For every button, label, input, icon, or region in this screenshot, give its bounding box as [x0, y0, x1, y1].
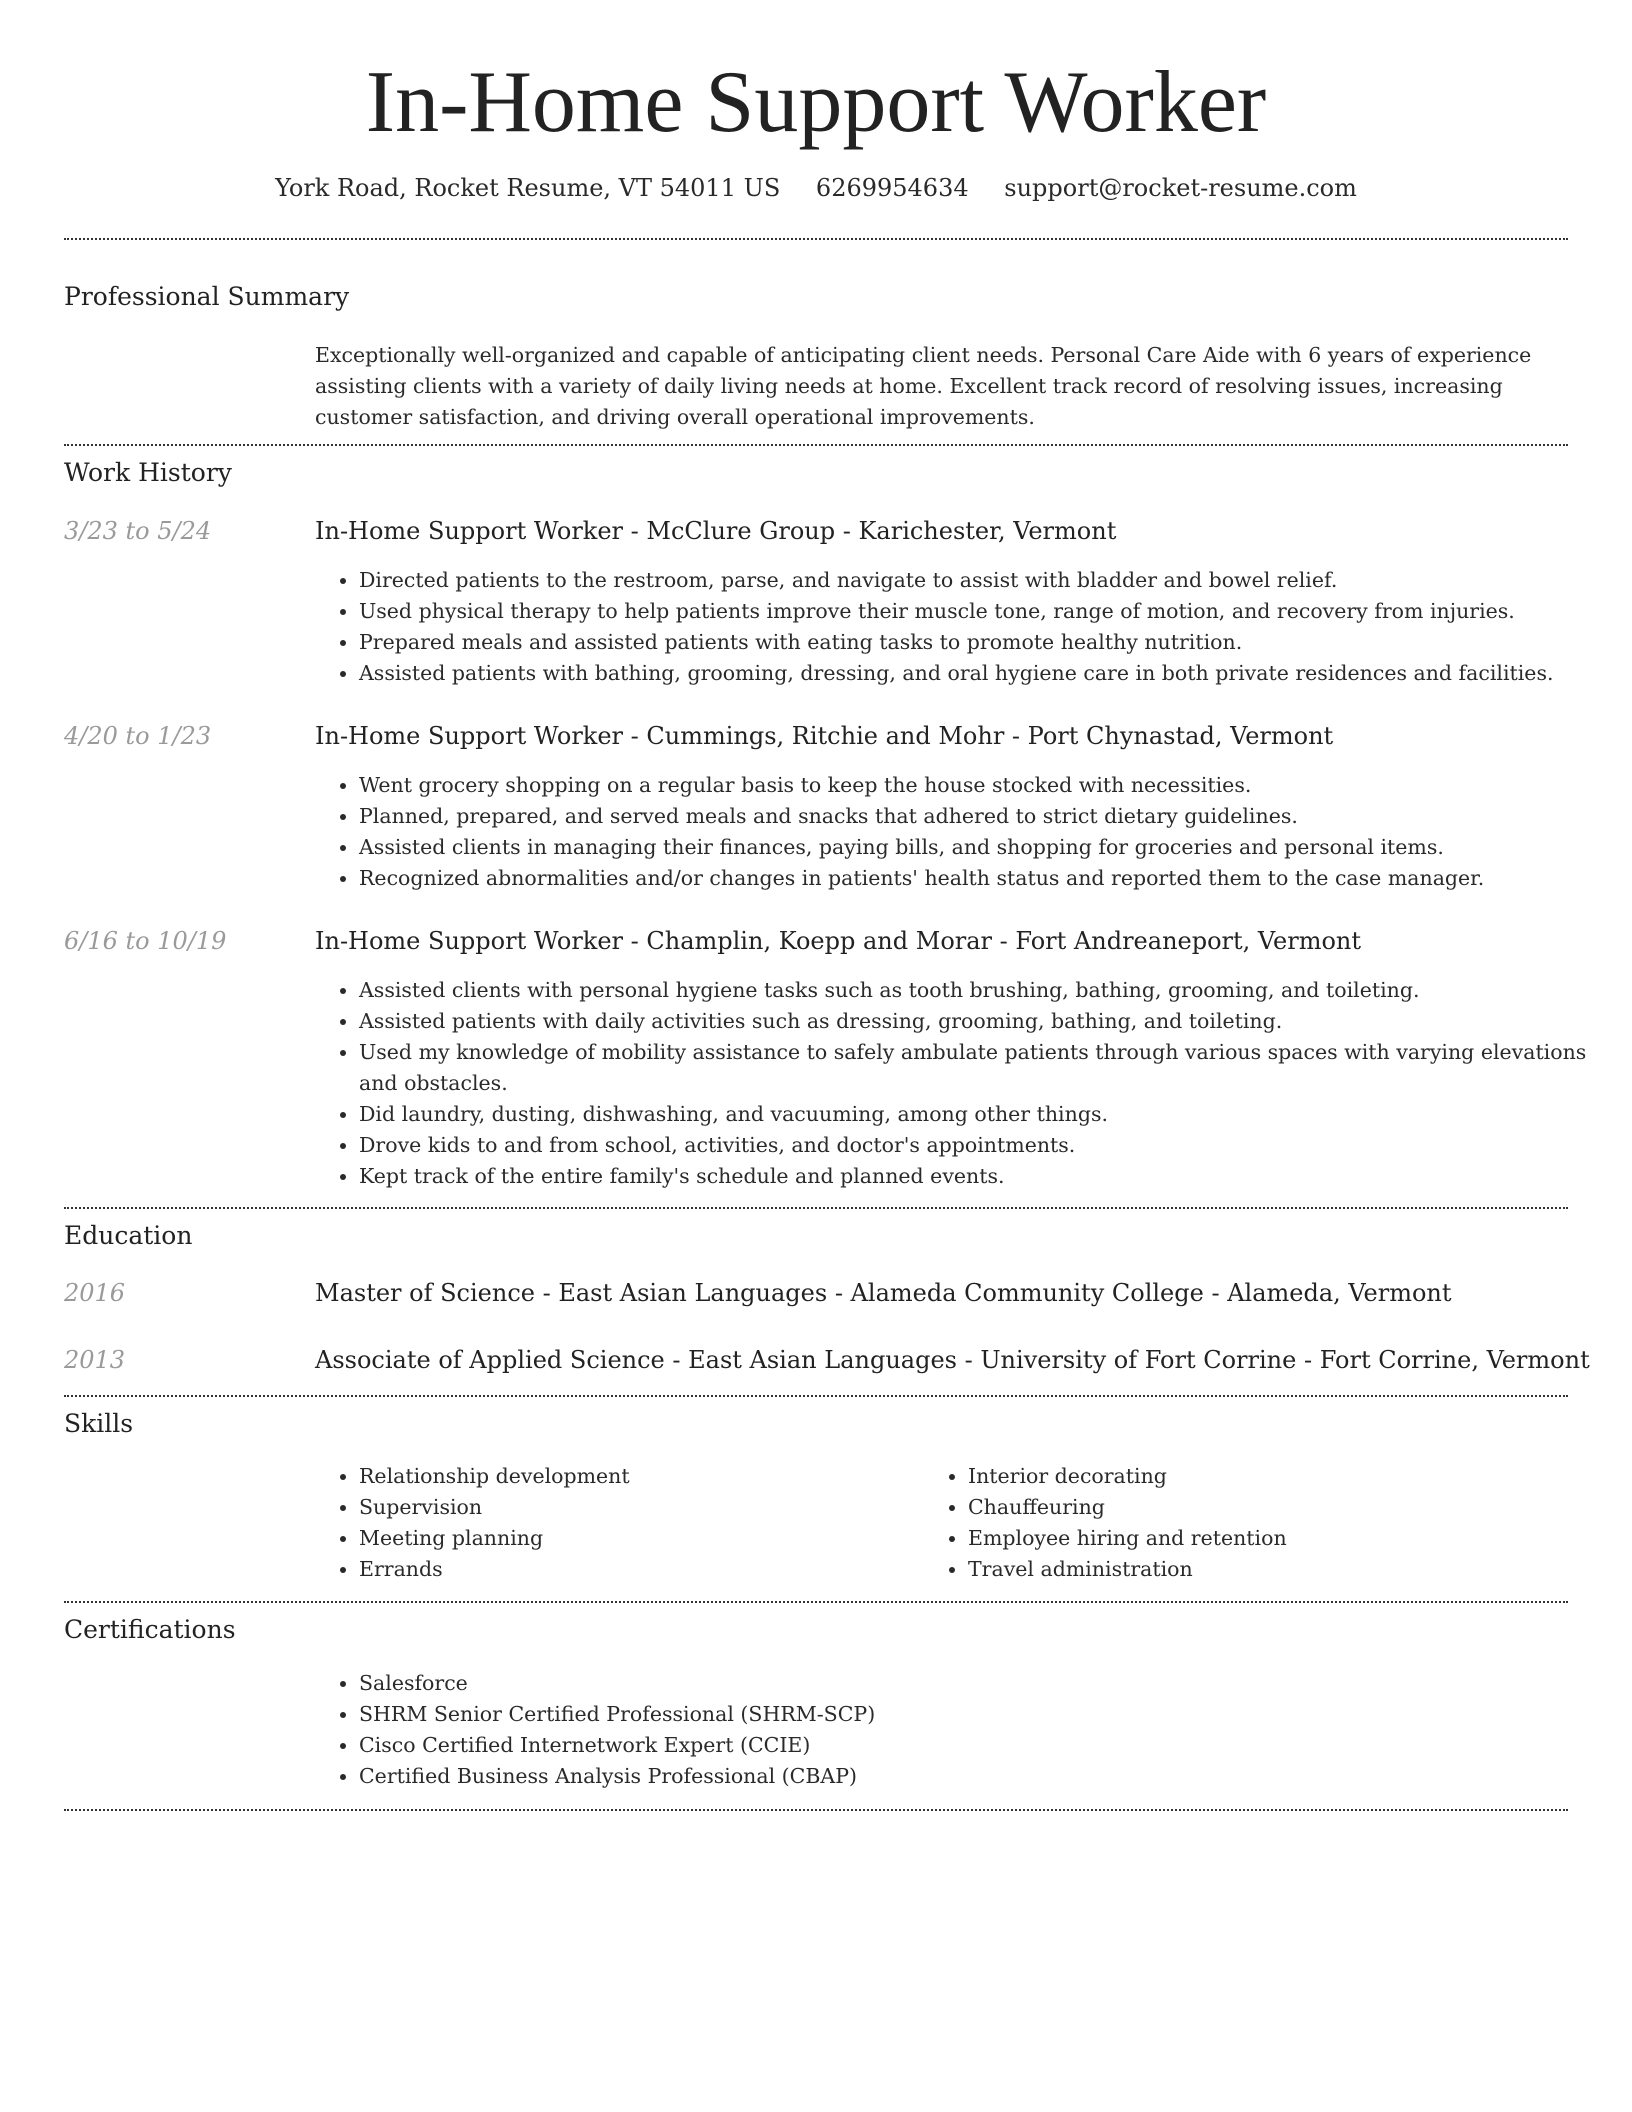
- contact-line: [0, 170, 1632, 206]
- section-divider: [64, 238, 1568, 240]
- list-item: • Meeting planning: [359, 1523, 929, 1554]
- list-item: • Went grocery shopping on a regular basis to keep the house stocked with necessities.: [359, 770, 1619, 801]
- job-heading: In-Home Support Worker - Champlin, Koepp and Morar - Fort Andreaneport, Vermont: [315, 927, 1362, 955]
- list-item: • Supervision: [359, 1492, 929, 1523]
- list-item: • Interior decorating: [968, 1461, 1538, 1492]
- skills-heading: Skills: [64, 1409, 134, 1438]
- list-item: • Recognized abnormalities and/or changes in patients' health status and reported them to the case manager.: [359, 863, 1619, 894]
- education-degree: Master of Science - East Asian Languages - Alameda Community College - Alameda, Vermont: [315, 1279, 1452, 1307]
- list-item: • Chauffeuring: [968, 1492, 1538, 1523]
- section-divider: [64, 1395, 1568, 1397]
- list-item: • Drove kids to and from school, activities, and doctor's appointments.: [359, 1130, 1619, 1161]
- candidate-name: In-Home Support Worker: [365, 54, 1267, 151]
- work-history-heading: Work History: [64, 458, 232, 487]
- job-heading: In-Home Support Worker - McClure Group - Karichester, Vermont: [315, 517, 1117, 545]
- job-bullets: [315, 565, 1619, 689]
- list-item: • Certified Business Analysis Professional (CBAP): [359, 1761, 1619, 1792]
- education-year: 2016: [64, 1279, 126, 1307]
- section-divider: [64, 444, 1568, 446]
- certifications-heading: Certifications: [64, 1615, 236, 1644]
- list-item: • Employee hiring and retention: [968, 1523, 1538, 1554]
- contact-phone: 6269954634: [815, 174, 969, 202]
- job-bullets: [315, 975, 1619, 1192]
- list-item: • Cisco Certified Internetwork Expert (CCIE): [359, 1730, 1619, 1761]
- list-item: • Assisted clients with personal hygiene tasks such as tooth brushing, bathing, grooming, and toileting.: [359, 975, 1619, 1006]
- list-item: • Used physical therapy to help patients improve their muscle tone, range of motion, and recovery from injuries.: [359, 596, 1619, 627]
- list-item: • SHRM Senior Certified Professional (SHRM-SCP): [359, 1699, 1619, 1730]
- job-dates: 6/16 to 10/19: [64, 927, 227, 955]
- contact-address: York Road, Rocket Resume, VT 54011 US: [275, 174, 781, 202]
- education-degree: Associate of Applied Science - East Asian Languages - University of Fort Corrine - Fort Corrine, Vermont: [315, 1346, 1590, 1374]
- list-item: • Salesforce: [359, 1668, 1619, 1699]
- list-item: • Errands: [359, 1554, 929, 1585]
- list-item: • Kept track of the entire family's schedule and planned events.: [359, 1161, 1619, 1192]
- list-item: • Assisted clients in managing their finances, paying bills, and shopping for groceries and personal items.: [359, 832, 1619, 863]
- skills-list-left: [315, 1461, 929, 1585]
- job-dates: 4/20 to 1/23: [64, 722, 212, 750]
- job-heading: In-Home Support Worker - Cummings, Ritchie and Mohr - Port Chynastad, Vermont: [315, 722, 1334, 750]
- list-item: • Directed patients to the restroom, parse, and navigate to assist with bladder and bowel relief.: [359, 565, 1619, 596]
- list-item: • Assisted patients with bathing, grooming, dressing, and oral hygiene care in both private residences and facilities.: [359, 658, 1619, 689]
- section-divider: [64, 1601, 1568, 1603]
- list-item: • Travel administration: [968, 1554, 1538, 1585]
- education-heading: Education: [64, 1221, 193, 1250]
- list-item: • Did laundry, dusting, dishwashing, and vacuuming, among other things.: [359, 1099, 1619, 1130]
- list-item: • Used my knowledge of mobility assistance to safely ambulate patients through various spaces with varying elevations and obstacles.: [359, 1037, 1619, 1099]
- summary-text: Exceptionally well-organized and capable of anticipating client needs. Personal Care Aide with 6 years of experience assisting clients with a variety of daily living needs at home. Excellent track record of resolving issues, increasing customer satisfaction, and driving overall operational improvements.: [315, 343, 1532, 429]
- section-divider: [64, 1809, 1568, 1811]
- job-dates: 3/23 to 5/24: [64, 517, 212, 545]
- contact-email: support@rocket-resume.com: [1004, 174, 1357, 202]
- list-item: • Prepared meals and assisted patients with eating tasks to promote healthy nutrition.: [359, 627, 1619, 658]
- skills-list-right: [924, 1461, 1538, 1585]
- job-bullets: [315, 770, 1619, 894]
- list-item: • Assisted patients with daily activities such as dressing, grooming, bathing, and toileting.: [359, 1006, 1619, 1037]
- education-year: 2013: [64, 1346, 126, 1374]
- list-item: • Relationship development: [359, 1461, 929, 1492]
- section-divider: [64, 1207, 1568, 1209]
- summary-heading: Professional Summary: [64, 282, 350, 311]
- certifications-list: [315, 1668, 1619, 1792]
- list-item: • Planned, prepared, and served meals and snacks that adhered to strict dietary guidelines.: [359, 801, 1619, 832]
